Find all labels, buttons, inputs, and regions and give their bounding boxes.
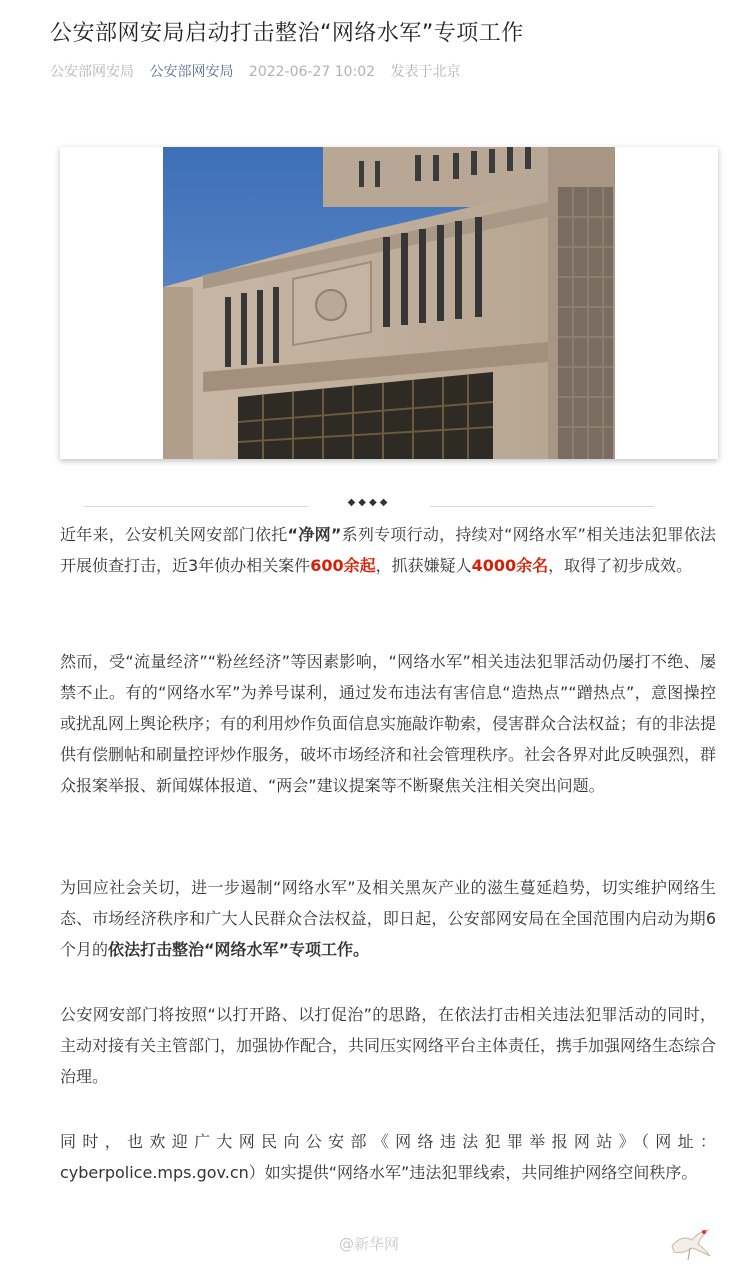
article-title: 公安部网安局启动打击整治“网络水军”专项工作 bbox=[50, 21, 524, 46]
publish-location: 发表于北京 bbox=[390, 64, 461, 80]
crane-logo-icon bbox=[668, 1226, 712, 1262]
p1-case-count: 600余起 bbox=[310, 556, 376, 575]
paragraph-1 bbox=[60, 519, 716, 581]
author-name: 公安部网安局 bbox=[50, 64, 134, 80]
account-link[interactable]: 公安部网安局 bbox=[149, 64, 234, 80]
paragraph-2: 然而，受“流量经济”“粉丝经济”等因素影响，“网络水军”相关违法犯罪活动仍屡打不绝、屡禁不止。有的“网络水军”为养号谋利，通过发布违法有害信息“造热点”“蹭热点”，意图操控或扰乱网上舆论秩序；有的利用炒作负面信息实施敲诈勒索，侵害群众合法权益；有的非法提供有偿删帖和刷量控评炒作服务，破坏市场经济和社会管理秩序。社会各界对此反映强烈，群众报案举报、新闻媒体报道、“两会”建议提案等不断聚焦关注相关突出问题。 bbox=[60, 652, 717, 795]
p1-jingwang-highlight: “净网” bbox=[287, 525, 342, 544]
xinhua-watermark: @新华网 bbox=[339, 1235, 400, 1253]
building-photo[interactable] bbox=[163, 147, 615, 459]
p3-text-a: 为回应社会关切，进一步遏制“网络水军”及相关黑灰产业的滋生蔓延趋势，切实维护网络生态、市场经济秩序和广大人民群众合法权益，即日起，公安部网安局在全国范围内启动为期6个月的 bbox=[60, 878, 716, 959]
p1-text-c: 系列专项行动，持续对“网络水军”相关违法犯罪依法开展侦查打击，近3年侦办相关案件 bbox=[60, 525, 716, 575]
p1-text-a: 近年来，公安机关网安部门依托 bbox=[60, 525, 288, 544]
divider-line-left bbox=[84, 506, 308, 507]
divider-dots: ◆◆◆◆ bbox=[347, 497, 391, 508]
paragraph-5: 同时，也欢迎广大网民向公安部《网络违法犯罪举报网站》（网址：cyberpolice.mps.gov.cn）如实提供“网络水军”违法犯罪线索，共同维护网络空间秩序。 bbox=[60, 1132, 716, 1182]
article-meta bbox=[50, 61, 472, 81]
paragraph-4: 公安网安部门将按照“以打开路、以打促治”的思路，在依法打击相关违法犯罪活动的同时，主动对接有关主管部门，加强协作配合，共同压实网络平台主体责任，携手加强网络生态综合治理。 bbox=[60, 1005, 717, 1086]
divider-line-right bbox=[430, 506, 654, 507]
p1-text-e: ，抓获嫌疑人 bbox=[375, 556, 472, 575]
p3-campaign-highlight: 依法打击整治“网络水军”专项工作。 bbox=[108, 940, 370, 959]
section-divider bbox=[84, 497, 654, 508]
p1-suspect-count: 4000余名 bbox=[471, 556, 549, 575]
article-image-frame bbox=[60, 147, 718, 459]
paragraph-3 bbox=[60, 872, 716, 965]
p1-text-g: ，取得了初步成效。 bbox=[548, 556, 693, 575]
publish-date: 2022-06-27 10:02 bbox=[248, 64, 376, 80]
